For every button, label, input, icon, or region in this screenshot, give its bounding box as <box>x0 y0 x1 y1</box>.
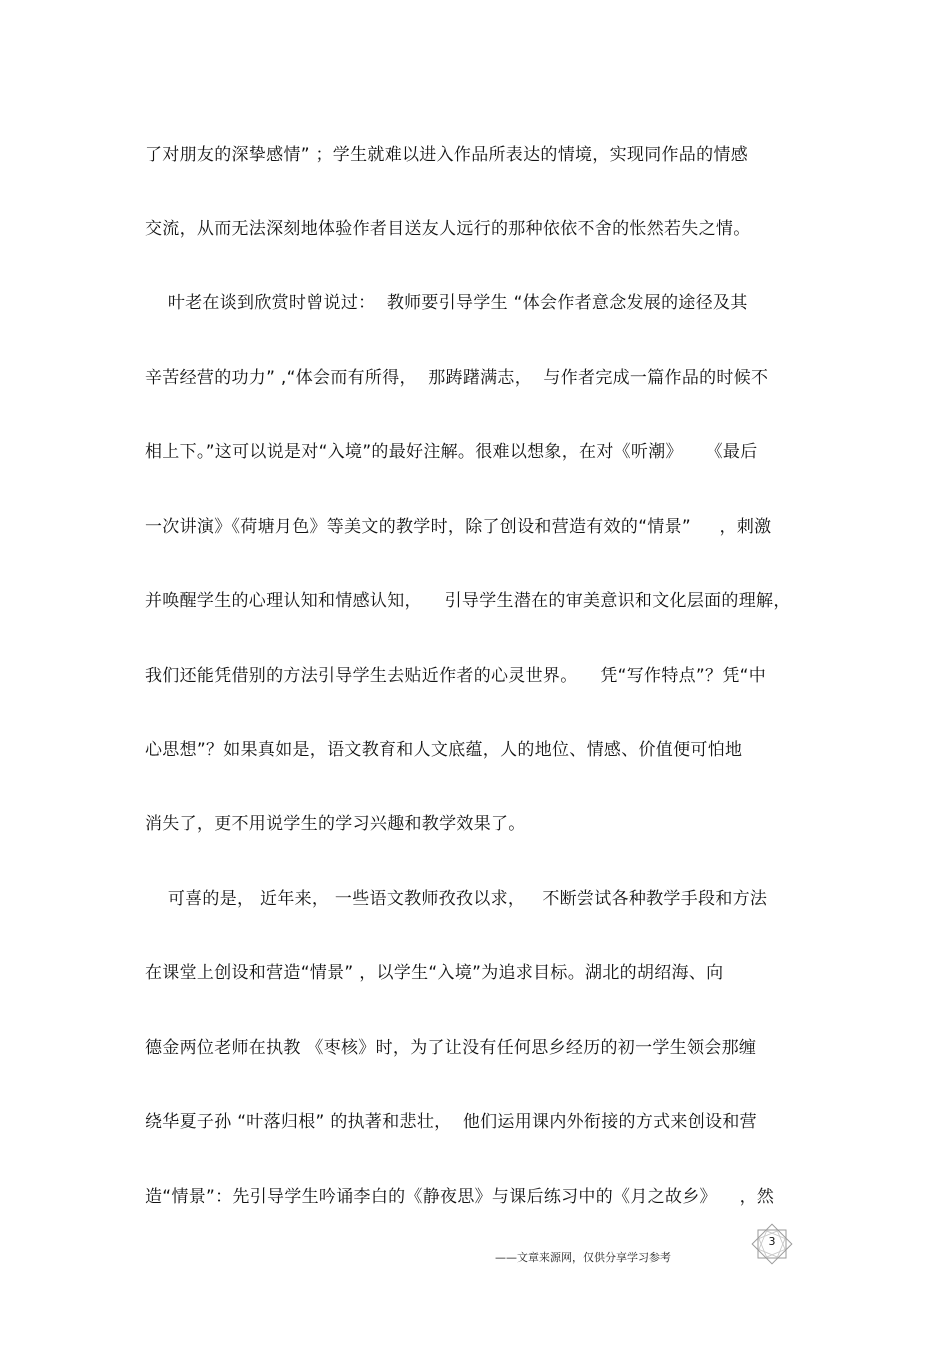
body-text-line: 绕华夏子孙 “叶落归根” 的执著和悲壮， 他们运用课内外衔接的方式来创设和营 <box>145 1112 757 1132</box>
body-text-line: 交流，从而无法深刻地体验作者目送友人远行的那种依依不舍的怅然若失之情。 <box>145 219 751 239</box>
body-text-line: 相上下。”这可以说是对“入境”的最好注解。很难以想象，在对《听潮》 《最后 <box>145 442 758 462</box>
body-text-line: 并唤醒学生的心理认知和情感认知， 引导学生潜在的审美意识和文化层面的理解， <box>145 591 791 611</box>
body-text-line: 了对朋友的深挚感情” ；学生就难以进入作品所表达的情境，实现同作品的情感 <box>145 145 749 165</box>
body-text-line: 在课堂上创设和营造“情景” ，以学生“入境”为追求目标。湖北的胡绍海、向 <box>145 963 724 983</box>
body-text-line: 辛苦经营的功力” ,“体会而有所得， 那踌躇满志， 与作者完成一篇作品的时候不 <box>145 368 769 388</box>
page-number-badge <box>748 1220 796 1268</box>
body-text-line: 可喜的是， 近年来， 一些语文教师孜孜以求， 不断尝试各种教学手段和方法 <box>145 889 768 909</box>
footer-source-note: ——文章来源网，仅供分享学习参考 <box>495 1251 671 1264</box>
body-text-line: 叶老在谈到欣赏时曾说过： 教师要引导学生 “体会作者意念发展的途径及其 <box>145 293 748 313</box>
page-number: 3 <box>768 1235 776 1248</box>
body-text-line: 一次讲演》《荷塘月色》等美文的教学时，除了创设和营造有效的“情景” ，刺激 <box>145 517 772 537</box>
body-text-line: 造“情景”：先引导学生吟诵李白的《静夜思》与课后练习中的《月之故乡》 ，然 <box>145 1187 775 1207</box>
body-text-line: 消失了，更不用说学生的学习兴趣和教学效果了。 <box>145 814 526 834</box>
body-text-line: 我们还能凭借别的方法引导学生去贴近作者的心灵世界。 凭“写作特点”？凭“中 <box>145 666 767 686</box>
body-text-line: 德金两位老师在执教 《枣核》时，为了让没有任何思乡经历的初一学生领会那缠 <box>145 1038 757 1058</box>
body-text-line: 心思想”？如果真如是，语文教育和人文底蕴，人的地位、情感、价值便可怕地 <box>145 740 743 760</box>
